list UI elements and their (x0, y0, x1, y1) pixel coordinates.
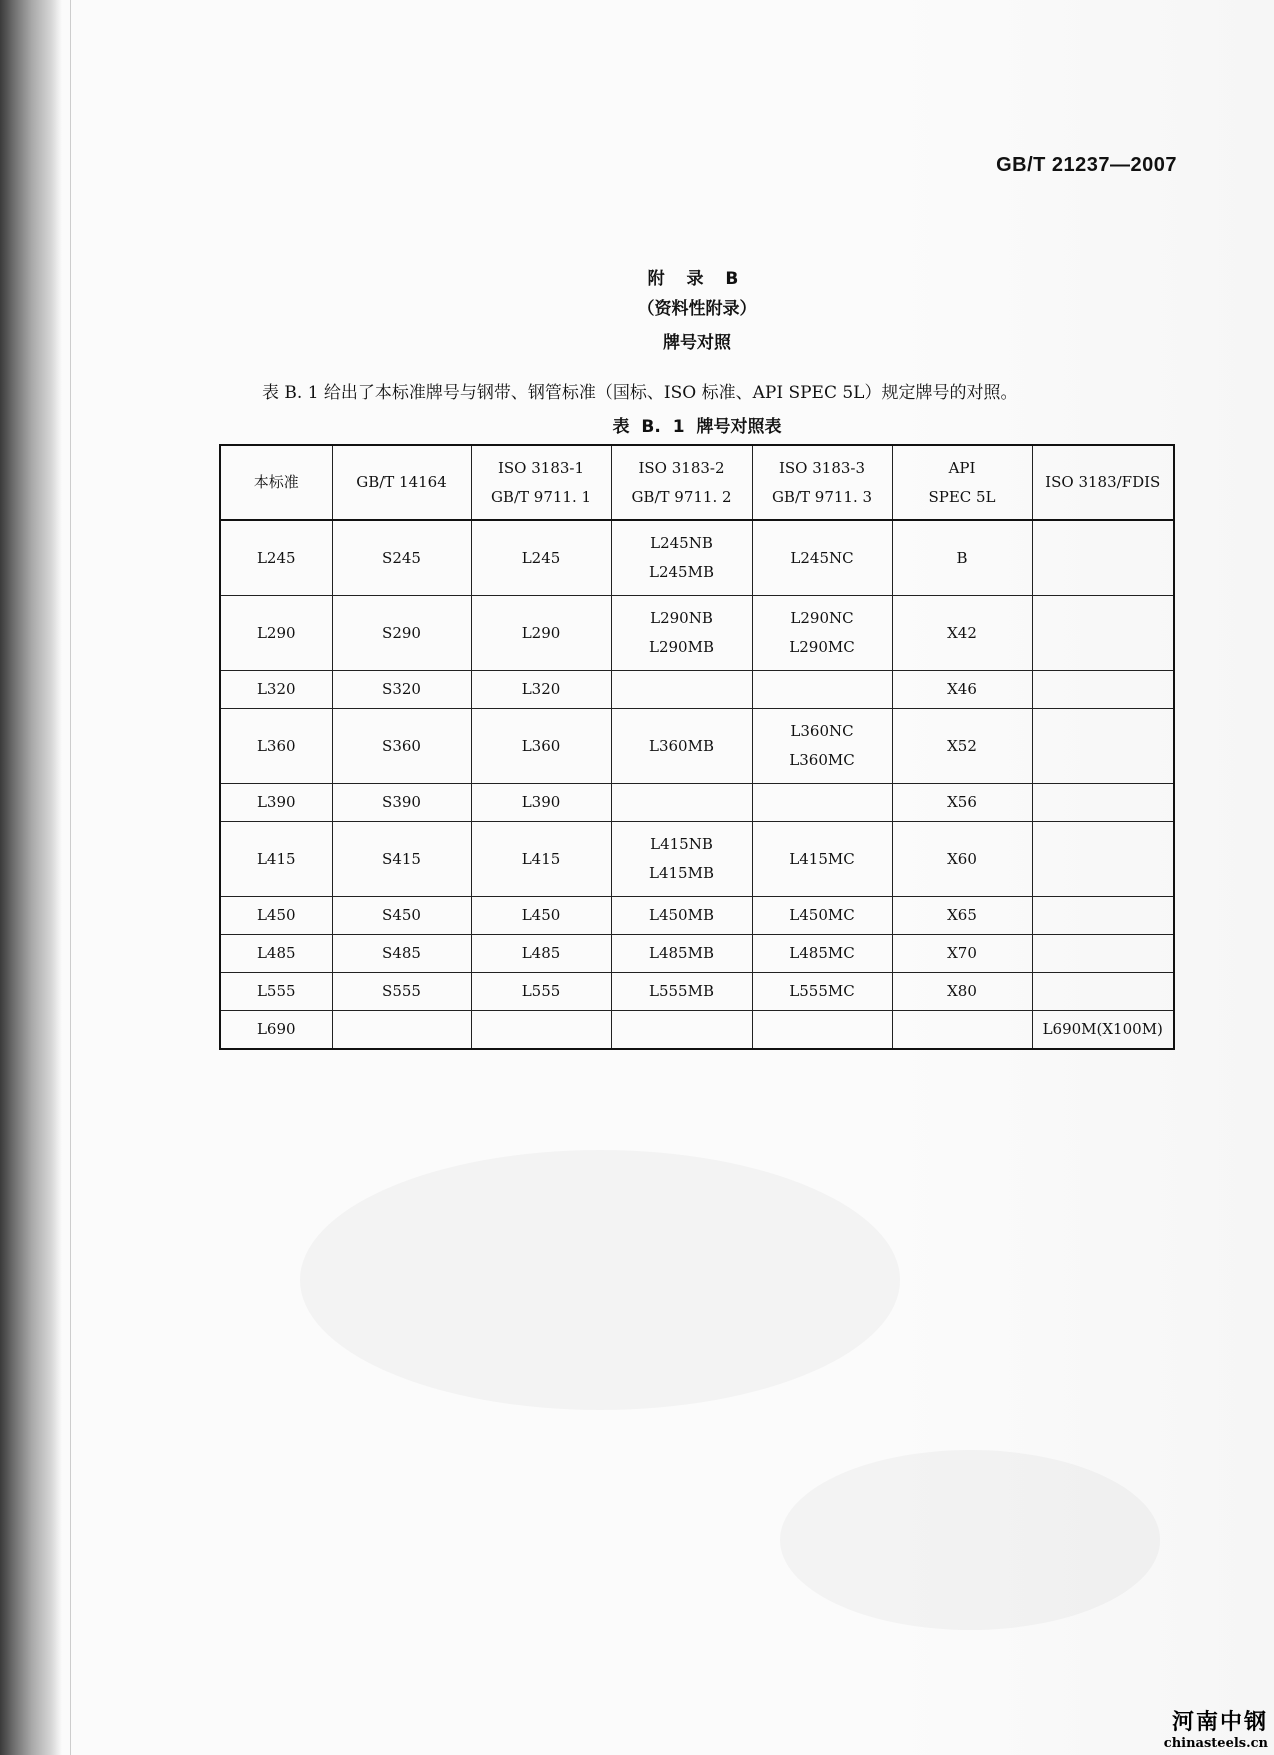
column-header (752, 445, 892, 520)
cell-text: L320 (256, 680, 296, 698)
cell-text: L290 (256, 623, 296, 642)
cell-text: X42 (947, 623, 977, 642)
column-header-text: GB/T 9711. 1 (490, 487, 592, 506)
table-cell (220, 671, 332, 709)
table-cell (892, 671, 1032, 709)
appendix-type: （资料性附录） (637, 299, 757, 319)
cell-text: L415 (521, 849, 561, 868)
cell-text: L245NB (650, 534, 713, 552)
column-header (220, 445, 332, 520)
table-cell (752, 822, 892, 897)
table-cell (611, 784, 752, 822)
column-header-text: API (948, 458, 976, 477)
cell-text: B (956, 548, 968, 567)
cell-text: L245MB (649, 563, 714, 581)
table-cell (892, 897, 1032, 935)
cell-text: L245 (521, 548, 561, 567)
table-cell (1032, 973, 1174, 1011)
table-cell (471, 897, 611, 935)
table-cell (892, 822, 1032, 897)
cell-text: L390 (521, 793, 561, 811)
table-cell (1032, 671, 1174, 709)
table-cell (220, 596, 332, 671)
table-cell (892, 973, 1032, 1011)
smudge (780, 1450, 1160, 1630)
table-cell (471, 596, 611, 671)
table-cell (611, 596, 752, 671)
table-cell (220, 822, 332, 897)
cell-text: L485MB (649, 944, 714, 962)
cell-text: S485 (382, 944, 421, 962)
table-cell (471, 784, 611, 822)
table-cell (471, 822, 611, 897)
column-header (332, 445, 471, 520)
table-cell (220, 1011, 332, 1050)
table-caption: 表 B. 1 牌号对照表 (612, 417, 782, 437)
cell-text: L290 (521, 623, 561, 642)
table-cell (1032, 897, 1174, 935)
cell-text: L360 (521, 736, 561, 755)
cell-text: L360MB (649, 736, 714, 755)
table-cell (752, 784, 892, 822)
table-cell (892, 1011, 1032, 1050)
cell-text: L290NC (790, 609, 854, 627)
cell-text: L690M(X100M) (1042, 1020, 1163, 1038)
table-row (220, 822, 1174, 897)
table-cell (752, 520, 892, 596)
table-cell (220, 784, 332, 822)
column-header-text: ISO 3183/FDIS (1045, 473, 1161, 491)
cell-text: L245NC (790, 548, 854, 567)
table-row (220, 709, 1174, 784)
table-cell (471, 935, 611, 973)
table-cell (332, 671, 471, 709)
table-cell (471, 973, 611, 1011)
table-cell (332, 935, 471, 973)
cell-text: L245 (256, 548, 296, 567)
cell-text: L555MC (789, 982, 855, 1000)
table-cell (220, 973, 332, 1011)
cell-text: L450MB (649, 906, 714, 924)
table-row (220, 596, 1174, 671)
smudge (300, 1150, 900, 1410)
table-cell (220, 935, 332, 973)
table-row (220, 520, 1174, 596)
column-header-text: ISO 3183-1 (497, 458, 585, 477)
table-row (220, 897, 1174, 935)
table-cell (1032, 822, 1174, 897)
table-cell (752, 1011, 892, 1050)
table-cell (1032, 784, 1174, 822)
table-cell (611, 671, 752, 709)
table-row (220, 973, 1174, 1011)
table-cell (1032, 709, 1174, 784)
footer-watermark (1128, 1705, 1268, 1751)
footer-logo-name: 河南中钢 (1171, 1710, 1268, 1735)
column-header-text: SPEC 5L (928, 487, 996, 506)
column-header-text: ISO 3183-2 (638, 458, 725, 477)
standard-code: GB/T 21237—2007 (996, 154, 1177, 176)
cell-text: L555 (256, 982, 296, 1000)
column-header (471, 445, 611, 520)
column-header-text: 本标准 (253, 473, 299, 491)
cell-text: L415 (256, 849, 296, 868)
cell-text: L290MC (789, 638, 855, 656)
table-cell (611, 897, 752, 935)
cell-text: S415 (382, 849, 421, 868)
column-header (611, 445, 752, 520)
table-cell (471, 1011, 611, 1050)
cell-text: L485 (256, 944, 296, 962)
table-cell (892, 520, 1032, 596)
cell-text: S245 (382, 548, 421, 567)
cell-text: S555 (382, 982, 421, 1000)
table-cell (220, 897, 332, 935)
table-cell (471, 520, 611, 596)
table-header (220, 445, 1174, 520)
column-header-text: ISO 3183-3 (778, 458, 866, 477)
table-cell (752, 973, 892, 1011)
header-row (220, 445, 1174, 520)
table-cell (471, 709, 611, 784)
cell-text: S360 (382, 736, 421, 755)
cell-text: L450MC (789, 906, 855, 924)
table-cell (332, 520, 471, 596)
cell-text: X60 (947, 849, 977, 868)
cell-text: L290MB (649, 638, 714, 656)
table-cell (611, 1011, 752, 1050)
table-cell (752, 671, 892, 709)
cell-text: S390 (382, 793, 421, 811)
grade-comparison-table (219, 444, 1175, 1050)
table-row (220, 784, 1174, 822)
cell-text: L360 (256, 736, 296, 755)
cell-text: L555 (521, 982, 561, 1000)
table-cell (1032, 935, 1174, 973)
table-cell (332, 1011, 471, 1050)
cell-text: L415MC (789, 849, 855, 868)
column-header-text: GB/T 9711. 3 (771, 487, 873, 506)
table-cell (220, 709, 332, 784)
table-cell (332, 596, 471, 671)
table-cell (611, 935, 752, 973)
table-cell (611, 822, 752, 897)
cell-text: L485MC (789, 944, 855, 962)
cell-text: X46 (947, 680, 977, 698)
appendix-title: 牌号对照 (663, 333, 731, 353)
table-cell (332, 897, 471, 935)
column-header (1032, 445, 1174, 520)
table-cell (332, 822, 471, 897)
cell-text: L320 (521, 680, 561, 698)
table-row (220, 935, 1174, 973)
table-cell (332, 709, 471, 784)
column-header-text: GB/T 9711. 2 (631, 487, 732, 506)
cell-text: L485 (521, 944, 561, 962)
table-cell (892, 935, 1032, 973)
table-cell (752, 897, 892, 935)
cell-text: X80 (947, 982, 977, 1000)
cell-text: L555MB (649, 982, 714, 1000)
table-cell (611, 520, 752, 596)
cell-text: S450 (382, 906, 421, 924)
table-row (220, 1011, 1174, 1050)
cell-text: L415MB (649, 864, 714, 882)
table-cell (752, 709, 892, 784)
cell-text: L360NC (790, 722, 854, 740)
table-cell (892, 784, 1032, 822)
cell-text: L360MC (789, 751, 855, 769)
table-row (220, 671, 1174, 709)
table-cell (1032, 596, 1174, 671)
cell-text: L290NB (650, 609, 713, 627)
footer-logo-url: chinasteels.cn (1163, 1736, 1268, 1751)
table-cell (892, 596, 1032, 671)
intro-paragraph: 表 B. 1 给出了本标准牌号与钢带、钢管标准（国标、ISO 标准、API SPEC 5L）规定牌号的对照。 (262, 383, 1018, 403)
cell-text: X56 (947, 793, 977, 811)
table-cell (332, 784, 471, 822)
appendix-label: 附 录 B (647, 269, 747, 289)
cell-text: L450 (521, 906, 561, 924)
table-cell (752, 596, 892, 671)
table-cell (892, 709, 1032, 784)
cell-text: X52 (947, 736, 977, 755)
table-cell (611, 709, 752, 784)
table-cell (1032, 1011, 1174, 1050)
column-header (892, 445, 1032, 520)
cell-text: S320 (382, 680, 421, 698)
cell-text: L415NB (650, 835, 713, 853)
table-cell (471, 671, 611, 709)
table-cell (220, 520, 332, 596)
cell-text: X65 (947, 906, 977, 924)
table-cell (752, 935, 892, 973)
cell-text: L690 (256, 1020, 296, 1038)
table-body (220, 520, 1174, 1049)
cell-text: L450 (256, 906, 296, 924)
column-header-text: GB/T 14164 (356, 473, 447, 491)
table-cell (332, 973, 471, 1011)
cell-text: X70 (947, 944, 977, 962)
cell-text: L390 (256, 793, 296, 811)
table-cell (611, 973, 752, 1011)
table-cell (1032, 520, 1174, 596)
cell-text: S290 (382, 623, 421, 642)
